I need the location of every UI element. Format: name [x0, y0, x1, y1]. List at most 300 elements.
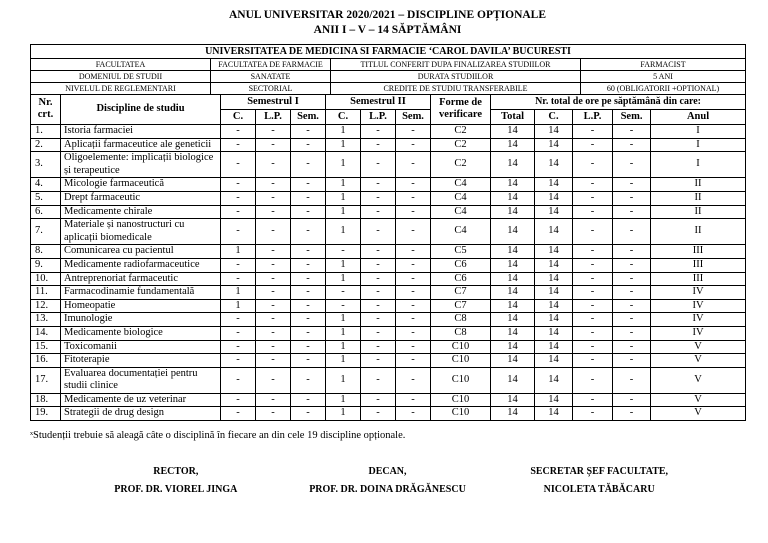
value-cell: 14 — [491, 125, 535, 139]
value-cell: - — [361, 393, 396, 407]
value-cell: 14 — [491, 138, 535, 152]
value-cell: - — [256, 125, 291, 139]
value-cell: - — [396, 326, 431, 340]
value-cell: - — [221, 152, 256, 178]
value-cell: - — [573, 152, 613, 178]
col-header-semester-2: Semestrul II — [326, 94, 431, 109]
value-cell: - — [396, 245, 431, 259]
value-cell: 14 — [491, 191, 535, 205]
discipline-name: Materiale și nanostructuri cu aplicații biomedicale — [61, 219, 221, 245]
value-cell: V — [651, 354, 746, 368]
value-cell: - — [396, 354, 431, 368]
table-row — [31, 178, 746, 192]
university-header-row — [31, 44, 746, 58]
value-cell: - — [256, 407, 291, 421]
value-cell: - — [361, 258, 396, 272]
signature-decan — [282, 465, 494, 496]
page-title: ANUL UNIVERSITAR 2020/2021 – DISCIPLINE OPȚIONALE — [228, 9, 547, 21]
value-cell: - — [613, 191, 651, 205]
value-cell: - — [573, 138, 613, 152]
row-number: 3. — [31, 152, 61, 178]
value-cell: - — [361, 299, 396, 313]
value-cell: - — [613, 340, 651, 354]
info-value-credits: 60 (OBLIGATORII +OPTIONAL) — [581, 82, 746, 94]
value-cell: I — [651, 125, 746, 139]
value-cell: - — [613, 152, 651, 178]
value-cell: - — [291, 299, 326, 313]
value-cell: - — [361, 178, 396, 192]
value-cell: C10 — [431, 354, 491, 368]
value-cell: 14 — [491, 299, 535, 313]
value-cell: 1 — [326, 138, 361, 152]
value-cell: C8 — [431, 313, 491, 327]
value-cell: 14 — [535, 354, 573, 368]
value-cell: - — [256, 258, 291, 272]
value-cell: 1 — [221, 286, 256, 300]
value-cell: - — [256, 245, 291, 259]
value-cell: 14 — [491, 407, 535, 421]
col-header-s1-sem: Sem. — [291, 109, 326, 124]
value-cell: - — [256, 313, 291, 327]
row-number: 13. — [31, 313, 61, 327]
value-cell: - — [361, 205, 396, 219]
value-cell: C4 — [431, 191, 491, 205]
discipline-name: Micologie farmaceutică — [61, 178, 221, 192]
value-cell: - — [396, 205, 431, 219]
value-cell: - — [573, 367, 613, 393]
value-cell: 14 — [491, 272, 535, 286]
value-cell: 14 — [491, 219, 535, 245]
value-cell: C4 — [431, 219, 491, 245]
value-cell: II — [651, 205, 746, 219]
info-value-domain: SANATATE — [211, 70, 331, 82]
value-cell: - — [291, 219, 326, 245]
value-cell: C4 — [431, 178, 491, 192]
col-header-s1-c: C. — [221, 109, 256, 124]
table-row — [31, 205, 746, 219]
value-cell: 1 — [221, 299, 256, 313]
value-cell: 14 — [535, 138, 573, 152]
discipline-name: Drept farmaceutic — [61, 191, 221, 205]
value-cell: - — [396, 125, 431, 139]
info-label-duration: DURATA STUDIILOR — [331, 70, 581, 82]
value-cell: V — [651, 407, 746, 421]
table-row — [31, 125, 746, 139]
value-cell: - — [396, 191, 431, 205]
value-cell: - — [221, 205, 256, 219]
value-cell: C8 — [431, 326, 491, 340]
row-number: 5. — [31, 191, 61, 205]
value-cell: 1 — [326, 272, 361, 286]
value-cell: - — [396, 313, 431, 327]
value-cell: - — [573, 299, 613, 313]
col-header-s2-lp: L.P. — [361, 109, 396, 124]
value-cell: - — [256, 191, 291, 205]
value-cell: C10 — [431, 367, 491, 393]
value-cell: - — [396, 340, 431, 354]
row-number: 4. — [31, 178, 61, 192]
value-cell: 1 — [326, 393, 361, 407]
value-cell: - — [361, 245, 396, 259]
table-row — [31, 138, 746, 152]
value-cell: - — [573, 125, 613, 139]
table-row — [31, 407, 746, 421]
value-cell: - — [573, 354, 613, 368]
discipline-name: Medicamente biologice — [61, 326, 221, 340]
value-cell: - — [221, 326, 256, 340]
table-row — [31, 326, 746, 340]
value-cell: - — [256, 354, 291, 368]
value-cell: - — [573, 286, 613, 300]
discipline-name: Oligoelemente: implicații biologice și terapeutice — [61, 152, 221, 178]
col-header-total-c: C. — [535, 109, 573, 124]
value-cell: - — [361, 138, 396, 152]
value-cell: 1 — [221, 245, 256, 259]
value-cell: C10 — [431, 407, 491, 421]
value-cell: - — [613, 138, 651, 152]
table-row — [31, 191, 746, 205]
value-cell: - — [361, 340, 396, 354]
value-cell: IV — [651, 286, 746, 300]
value-cell: 14 — [535, 299, 573, 313]
value-cell: C10 — [431, 393, 491, 407]
value-cell: - — [396, 407, 431, 421]
value-cell: - — [573, 219, 613, 245]
value-cell: - — [291, 152, 326, 178]
header-line: Forme de — [439, 97, 482, 109]
value-cell: 14 — [535, 178, 573, 192]
value-cell: 14 — [491, 326, 535, 340]
discipline-name: Imunologie — [61, 313, 221, 327]
col-header-s2-c: C. — [326, 109, 361, 124]
discipline-name: Medicamente de uz veterinar — [61, 393, 221, 407]
value-cell: - — [613, 272, 651, 286]
value-cell: C4 — [431, 205, 491, 219]
value-cell: - — [613, 326, 651, 340]
value-cell: - — [613, 205, 651, 219]
value-cell: - — [361, 125, 396, 139]
info-value-title-conferred: FARMACIST — [581, 58, 746, 70]
discipline-name: Medicamente chirale — [61, 205, 221, 219]
value-cell: - — [613, 367, 651, 393]
discipline-name: Istoria farmaciei — [61, 125, 221, 139]
value-cell: - — [291, 272, 326, 286]
value-cell: - — [326, 245, 361, 259]
value-cell: - — [361, 191, 396, 205]
value-cell: III — [651, 245, 746, 259]
signature-name: PROF. DR. VIOREL JINGA — [114, 484, 238, 496]
table-row — [31, 245, 746, 259]
discipline-name: Medicamente radiofarmaceutice — [61, 258, 221, 272]
value-cell: - — [396, 299, 431, 313]
value-cell: 1 — [326, 152, 361, 178]
col-header-anul: Anul — [651, 109, 746, 124]
value-cell: - — [396, 272, 431, 286]
value-cell: - — [221, 138, 256, 152]
value-cell: 14 — [535, 245, 573, 259]
row-number: 14. — [31, 326, 61, 340]
value-cell: - — [613, 299, 651, 313]
info-table — [30, 44, 746, 95]
discipline-name: Strategii de drug design — [61, 407, 221, 421]
value-cell: - — [291, 313, 326, 327]
discipline-name: Toxicomanii — [61, 340, 221, 354]
value-cell: - — [573, 245, 613, 259]
value-cell: - — [291, 138, 326, 152]
discipline-name: Homeopatie — [61, 299, 221, 313]
value-cell: C10 — [431, 340, 491, 354]
col-header-discipline: Discipline de studiu — [61, 94, 221, 124]
value-cell: 1 — [326, 407, 361, 421]
page-subtitle: ANII I – V – 14 SĂPTĂMÂNI — [313, 23, 462, 36]
value-cell: - — [291, 407, 326, 421]
value-cell: - — [573, 272, 613, 286]
value-cell: 14 — [535, 393, 573, 407]
value-cell: - — [256, 340, 291, 354]
value-cell: - — [256, 299, 291, 313]
value-cell: - — [396, 393, 431, 407]
value-cell: - — [613, 125, 651, 139]
info-value-regulation: SECTORIAL — [211, 82, 331, 94]
table-row — [31, 286, 746, 300]
row-number: 8. — [31, 245, 61, 259]
value-cell: - — [361, 354, 396, 368]
value-cell: 14 — [491, 340, 535, 354]
row-number: 18. — [31, 393, 61, 407]
value-cell: V — [651, 393, 746, 407]
row-number: 7. — [31, 219, 61, 245]
value-cell: II — [651, 191, 746, 205]
disciplines-table — [30, 94, 746, 421]
discipline-name: Farmacodinamie fundamentală — [61, 286, 221, 300]
value-cell: 14 — [535, 125, 573, 139]
value-cell: - — [613, 245, 651, 259]
col-header-semester-1: Semestrul I — [221, 94, 326, 109]
value-cell: V — [651, 340, 746, 354]
header-line: crt. — [37, 109, 54, 121]
value-cell: - — [573, 205, 613, 219]
value-cell: - — [573, 191, 613, 205]
value-cell: - — [221, 125, 256, 139]
value-cell: - — [291, 125, 326, 139]
value-cell: 14 — [491, 286, 535, 300]
value-cell: 14 — [491, 258, 535, 272]
row-number: 17. — [31, 367, 61, 393]
value-cell: - — [291, 326, 326, 340]
value-cell: C2 — [431, 152, 491, 178]
value-cell: - — [291, 354, 326, 368]
value-cell: - — [256, 393, 291, 407]
value-cell: 1 — [326, 191, 361, 205]
value-cell: - — [613, 178, 651, 192]
discipline-name: Aplicații farmaceutice ale geneticii — [61, 138, 221, 152]
table-row — [31, 313, 746, 327]
value-cell: - — [256, 326, 291, 340]
value-cell: 14 — [535, 367, 573, 393]
value-cell: - — [361, 407, 396, 421]
signature-rector — [70, 465, 282, 496]
row-number: 11. — [31, 286, 61, 300]
header-line: Nr. — [38, 97, 53, 109]
value-cell: 1 — [326, 258, 361, 272]
value-cell: 14 — [491, 393, 535, 407]
col-header-total: Total — [491, 109, 535, 124]
value-cell: C2 — [431, 125, 491, 139]
discipline-name: Evaluarea documentației pentru studii clinice — [61, 367, 221, 393]
value-cell: 14 — [535, 313, 573, 327]
signature-title: DECAN, — [368, 466, 407, 478]
row-number: 2. — [31, 138, 61, 152]
value-cell: III — [651, 272, 746, 286]
value-cell: IV — [651, 313, 746, 327]
footnote: ˣStudenții trebuie să aleagă câte o disciplină în fiecare an din cele 19 discipline opționale. — [30, 430, 406, 442]
value-cell: 1 — [326, 326, 361, 340]
value-cell: 1 — [326, 340, 361, 354]
info-row-regulation — [31, 82, 746, 94]
value-cell: - — [221, 313, 256, 327]
value-cell: C6 — [431, 272, 491, 286]
value-cell: 14 — [535, 152, 573, 178]
value-cell: 14 — [535, 191, 573, 205]
value-cell: C7 — [431, 286, 491, 300]
signature-name: PROF. DR. DOINA DRĂGĂNESCU — [309, 484, 466, 496]
value-cell: - — [256, 138, 291, 152]
value-cell: C2 — [431, 138, 491, 152]
value-cell: IV — [651, 326, 746, 340]
value-cell: - — [221, 178, 256, 192]
value-cell: - — [291, 205, 326, 219]
value-cell: 14 — [491, 152, 535, 178]
col-header-nr-crt — [31, 94, 61, 124]
value-cell: - — [361, 272, 396, 286]
value-cell: - — [221, 367, 256, 393]
col-header-forme-verificare — [431, 94, 491, 124]
value-cell: - — [221, 272, 256, 286]
value-cell: - — [613, 258, 651, 272]
value-cell: - — [291, 340, 326, 354]
value-cell: IV — [651, 299, 746, 313]
info-label-domain: DOMENIUL DE STUDII — [31, 70, 211, 82]
disciplines-tbody — [31, 125, 746, 421]
value-cell: - — [256, 286, 291, 300]
value-cell: - — [396, 219, 431, 245]
info-row-faculty — [31, 58, 746, 70]
signature-secretar — [493, 465, 705, 496]
value-cell: - — [396, 178, 431, 192]
value-cell: - — [291, 367, 326, 393]
value-cell: - — [361, 152, 396, 178]
value-cell: - — [291, 286, 326, 300]
value-cell: - — [221, 407, 256, 421]
university-name: UNIVERSITATEA DE MEDICINA SI FARMACIE ‘CAROL DAVILA’ BUCURESTI — [31, 44, 746, 58]
value-cell: - — [256, 219, 291, 245]
row-number: 1. — [31, 125, 61, 139]
value-cell: - — [613, 286, 651, 300]
value-cell: 14 — [491, 313, 535, 327]
value-cell: - — [573, 326, 613, 340]
info-row-domain — [31, 70, 746, 82]
value-cell: - — [291, 178, 326, 192]
value-cell: 1 — [326, 205, 361, 219]
value-cell: 14 — [535, 286, 573, 300]
col-header-total-sem: Sem. — [613, 109, 651, 124]
value-cell: 14 — [491, 245, 535, 259]
value-cell: - — [291, 245, 326, 259]
value-cell: - — [573, 407, 613, 421]
value-cell: - — [221, 340, 256, 354]
value-cell: 1 — [326, 219, 361, 245]
header-line: verificare — [439, 109, 482, 121]
col-header-total-lp: L.P. — [573, 109, 613, 124]
value-cell: 14 — [535, 205, 573, 219]
value-cell: - — [361, 313, 396, 327]
value-cell: 14 — [491, 205, 535, 219]
table-row — [31, 393, 746, 407]
value-cell: - — [613, 354, 651, 368]
value-cell: - — [573, 178, 613, 192]
value-cell: C6 — [431, 258, 491, 272]
value-cell: - — [361, 219, 396, 245]
row-number: 6. — [31, 205, 61, 219]
value-cell: - — [361, 286, 396, 300]
value-cell: 14 — [535, 340, 573, 354]
signatures-block — [30, 465, 745, 496]
table-row — [31, 258, 746, 272]
value-cell: - — [256, 152, 291, 178]
value-cell: 1 — [326, 367, 361, 393]
value-cell: - — [613, 219, 651, 245]
info-value-faculty: FACULTATEA DE FARMACIE — [211, 58, 331, 70]
table-row — [31, 354, 746, 368]
value-cell: - — [613, 407, 651, 421]
value-cell: 14 — [491, 367, 535, 393]
row-number: 15. — [31, 340, 61, 354]
table-row — [31, 219, 746, 245]
value-cell: 14 — [491, 178, 535, 192]
row-number: 10. — [31, 272, 61, 286]
info-label-title-conferred: TITLUL CONFERIT DUPA FINALIZAREA STUDIILOR — [331, 58, 581, 70]
value-cell: - — [396, 367, 431, 393]
value-cell: - — [573, 393, 613, 407]
value-cell: 1 — [326, 354, 361, 368]
value-cell: 1 — [326, 313, 361, 327]
value-cell: - — [256, 367, 291, 393]
value-cell: - — [361, 367, 396, 393]
value-cell: - — [326, 286, 361, 300]
row-number: 19. — [31, 407, 61, 421]
value-cell: - — [396, 138, 431, 152]
signature-title: RECTOR, — [153, 466, 199, 478]
value-cell: 14 — [535, 258, 573, 272]
row-number: 12. — [31, 299, 61, 313]
value-cell: - — [361, 326, 396, 340]
signature-name: NICOLETA TĂBĂCARU — [543, 484, 655, 496]
value-cell: - — [573, 258, 613, 272]
value-cell: - — [613, 313, 651, 327]
value-cell: III — [651, 258, 746, 272]
value-cell: - — [396, 152, 431, 178]
table-row — [31, 299, 746, 313]
table-header-row-1 — [31, 94, 746, 109]
value-cell: - — [396, 258, 431, 272]
value-cell: C5 — [431, 245, 491, 259]
value-cell: 14 — [535, 272, 573, 286]
value-cell: V — [651, 367, 746, 393]
value-cell: - — [291, 258, 326, 272]
value-cell: 1 — [326, 178, 361, 192]
value-cell: - — [256, 272, 291, 286]
discipline-name: Fitoterapie — [61, 354, 221, 368]
